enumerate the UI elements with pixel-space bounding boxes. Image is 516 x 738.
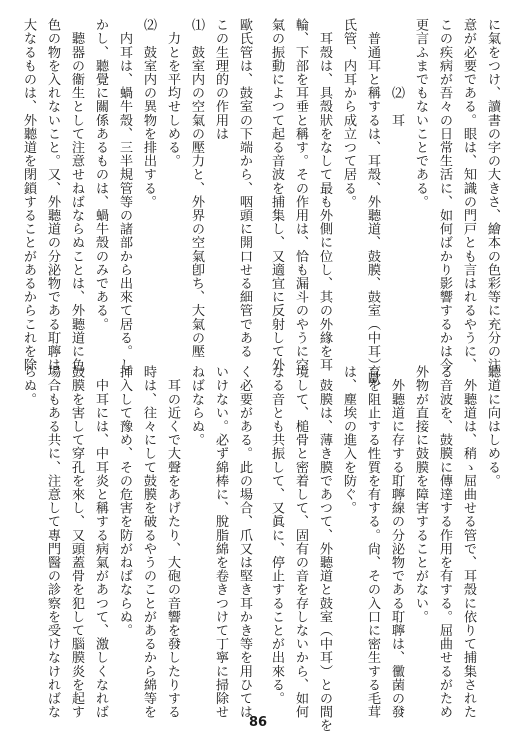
text-line: 時は、往々にして鼓膜を破るやうのことがあるから綿等を xyxy=(141,365,156,719)
text-line: 中耳には、中耳炎と稱する病氣があつて、激しくなれば xyxy=(93,365,108,719)
text-line: 氏管、内耳から成立つて居る。 xyxy=(341,18,356,209)
text-line: 外物が直接に鼓膜を障害することがない。 xyxy=(413,365,428,624)
text-line: 聽器の衞生として注意せねばならぬことは、外聽道に色 xyxy=(69,18,84,372)
upper-right-text-block xyxy=(269,18,504,386)
text-line: 更言ふまでもないことである。 xyxy=(413,18,428,209)
text-line: 色の物を入れないこと。又、外聽道の分泌物である耵聹は xyxy=(45,18,60,372)
text-line: 氣の振動によつて起る音波を捕集し、又適宜に反射して外 xyxy=(269,18,284,372)
text-line: 挿入して豫め、その危害を防がねばならぬ。 xyxy=(117,365,132,637)
text-line: かし、聽覺に關係あるものは、蝸牛殼のみである。 xyxy=(93,18,108,331)
text-line: 外聽道に存する耵聹線の分泌物である耵聹は、黴菌の發 xyxy=(389,365,404,719)
upper-left-text-block xyxy=(16,18,256,370)
text-line: は、塵埃の進入を防ぐ。 xyxy=(341,365,356,515)
text-line: 聽道に向はしめる。 xyxy=(485,365,500,488)
text-line: いけない。必ず綿棒に、脫脂綿を卷きつけて丁寧に掃除せ xyxy=(213,365,228,719)
text-line: 力とを平均せしめる。 xyxy=(165,18,180,168)
text-line: 境して、槌骨と密着して、固有の音を存しないから、如何 xyxy=(293,365,308,719)
text-line: 大なるものは、外聽道を閉鎖することがあるからこれを除 xyxy=(21,18,36,372)
lower-left-text-block xyxy=(16,365,256,720)
text-line: に氣をつけ、讀書の字の大きさ、繪本の色彩等に充分の注 xyxy=(485,18,500,372)
page-number: 86 xyxy=(248,715,268,730)
text-line: 耳殼は、具殼狀をなして最も外側に位し、其の外緣を耳 xyxy=(317,18,332,372)
text-line: 普通耳と稱するは、耳殼、外聽道、鼓膜、鼓室（中耳）歐 xyxy=(365,18,380,386)
text-line: 場合もある共に、注意して專門醫の診察を受けなければな xyxy=(45,365,60,719)
text-line: 意が必要である。眼は、知識の門戸とも言はれるやうに、 xyxy=(461,18,476,372)
lower-right-text-block xyxy=(269,365,504,733)
list-item-2: ⑵ 鼓室内の異物を排出する。 xyxy=(141,18,156,209)
text-line: なる音とも共振して、又眞に、停止することが出來る。 xyxy=(269,365,284,705)
section-heading-ear: ⑵ 耳 xyxy=(389,18,404,127)
text-line: る音波を、鼓膜に傳達する作用を有する。屈曲せるがため xyxy=(437,365,452,719)
text-line: 外聽道は、稍ゝ屈曲せる管で、耳殼に依りて捕集された xyxy=(461,365,476,719)
text-line: く必要がある。此の場合、爪又は堅き耳かき等を用ひては xyxy=(237,365,252,719)
text-line: 内耳は、蝸牛殼、三半規管等の諸部から出來て居る。し xyxy=(117,18,132,372)
text-line: 歐氏管は、鼓室の下端から、咽頭に開口せる細管である xyxy=(237,18,252,358)
text-line: ねばならぬ。 xyxy=(189,365,204,447)
list-item-1: ⑴ 鼓室内の空氣の壓力と、外界の空氣卽ち、大氣の壓 xyxy=(189,18,204,358)
text-line: この生理的の作用は xyxy=(213,18,228,141)
text-line: らぬ。 xyxy=(21,365,36,406)
text-line: 育を阻止する性質を有する。尙、その入口に密生する毛茸 xyxy=(365,365,380,719)
text-line: この疾病が吾々の日常生活に、如何ばかり影響するかは今 xyxy=(437,18,452,372)
text-line: 鼓膜は、薄き膜であつて、外聽道と鼓室（中耳）との間を xyxy=(317,365,332,733)
text-line: 鼓膜を害して穿孔を來し、又頭蓋骨を犯して腦膜炎を起す xyxy=(69,365,84,719)
text-line: 輪、下部を耳垂と稱す。その作用は、恰も漏斗のやうに空 xyxy=(293,18,308,372)
text-line: 耳の近くで大聲をあげたり、大砲の音響を發したりする xyxy=(165,365,180,719)
